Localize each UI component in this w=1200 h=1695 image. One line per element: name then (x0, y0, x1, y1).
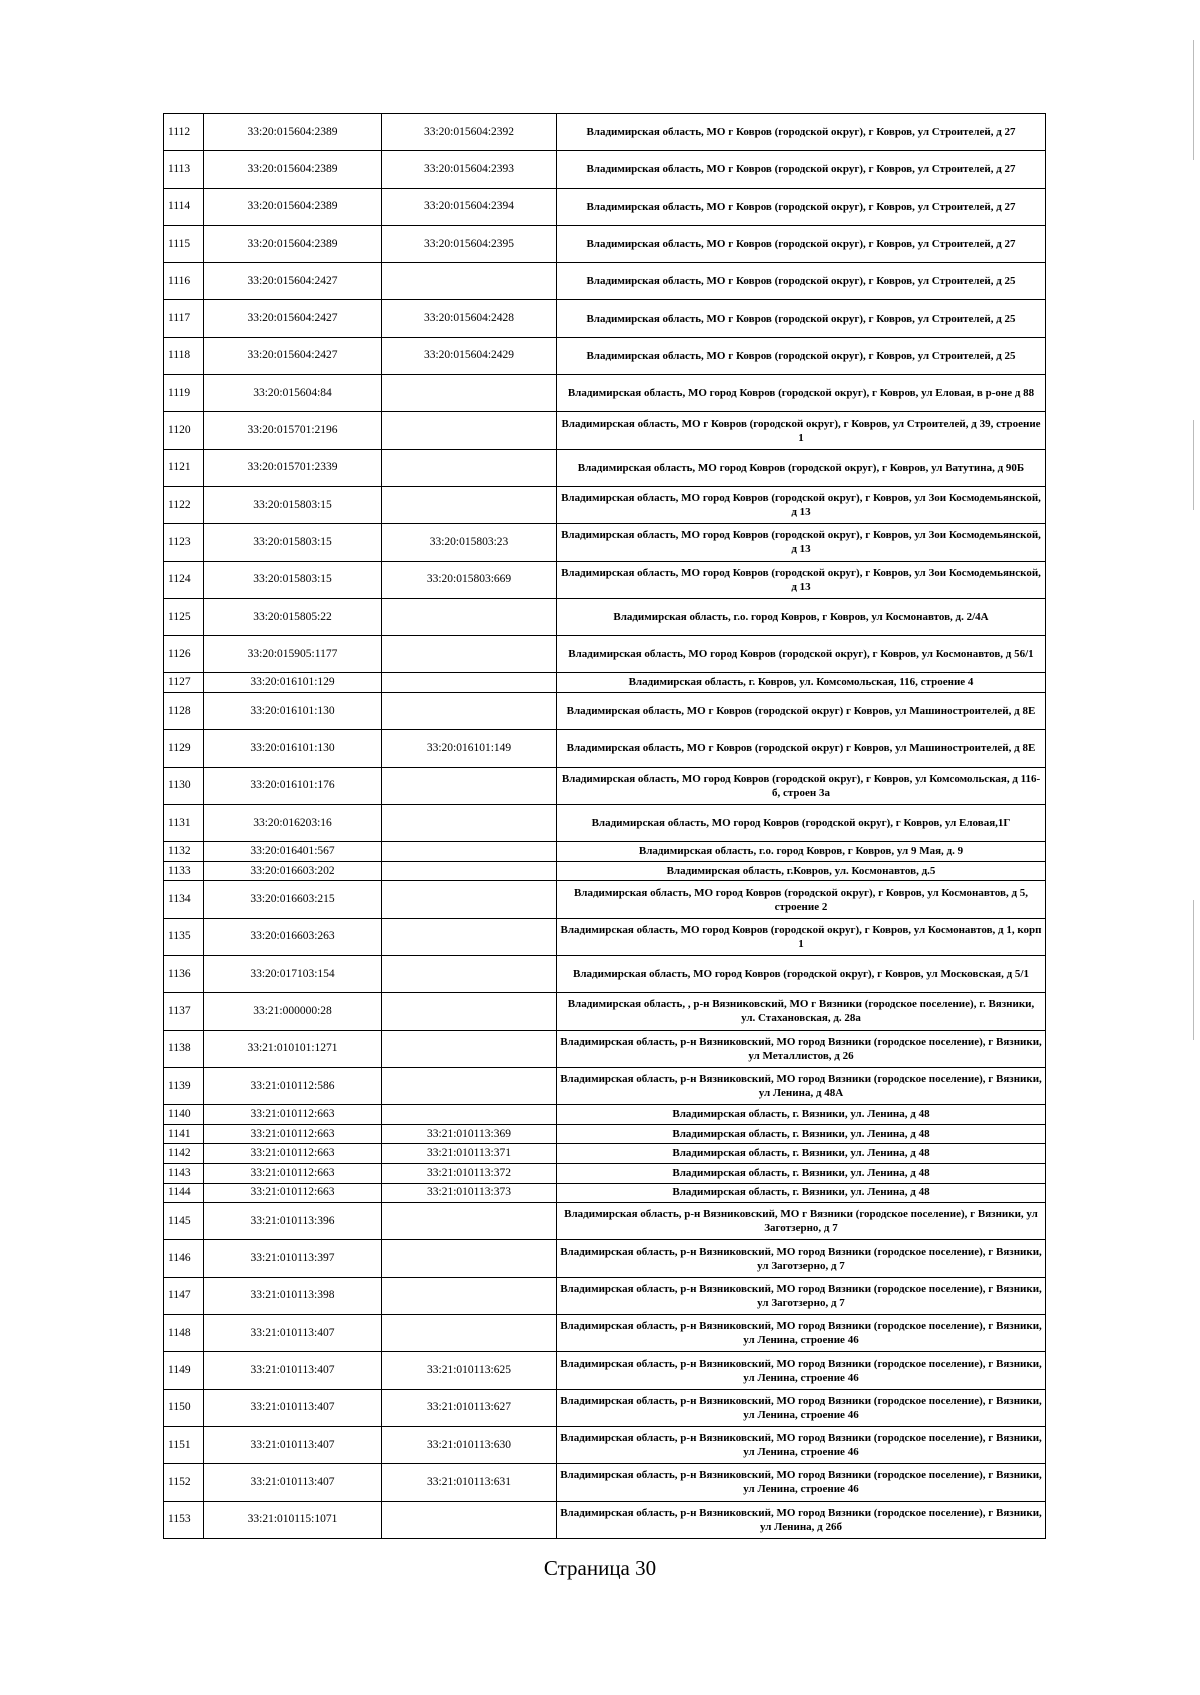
cadastral-number-cell: 33:21:010112:663 (204, 1124, 382, 1144)
address-cell: Владимирская область, МО г Ковров (городской округ), г Ковров, ул Строителей, д 27 (557, 114, 1046, 151)
scan-edge-mark (1193, 900, 1194, 1040)
table-row (164, 114, 1046, 151)
related-cadastral-number-cell (382, 842, 557, 862)
cadastral-table (163, 113, 1046, 1539)
cadastral-number-cell: 33:21:010112:663 (204, 1105, 382, 1125)
row-number-cell: 1129 (164, 730, 204, 767)
row-number-cell: 1131 (164, 804, 204, 841)
row-number-cell: 1123 (164, 524, 204, 561)
table-row (164, 1240, 1046, 1277)
row-number-cell: 1121 (164, 449, 204, 486)
cadastral-number-cell: 33:20:015604:84 (204, 375, 382, 412)
related-cadastral-number-cell (382, 263, 557, 300)
cadastral-number-cell: 33:20:016603:202 (204, 861, 382, 881)
related-cadastral-number-cell (382, 918, 557, 955)
cadastral-number-cell: 33:21:010112:663 (204, 1183, 382, 1203)
table-row (164, 1067, 1046, 1104)
related-cadastral-number-cell: 33:20:016101:149 (382, 730, 557, 767)
table-row (164, 673, 1046, 693)
row-number-cell: 1140 (164, 1105, 204, 1125)
address-cell: Владимирская область, г.о. город Ковров, г Ковров, ул Космонавтов, д. 2/4А (557, 598, 1046, 635)
cadastral-number-cell: 33:20:017103:154 (204, 956, 382, 993)
cadastral-number-cell: 33:21:010101:1271 (204, 1030, 382, 1067)
row-number-cell: 1130 (164, 767, 204, 804)
table-row (164, 300, 1046, 337)
address-cell: Владимирская область, МО г Ковров (городской округ), г Ковров, ул Строителей, д 27 (557, 151, 1046, 188)
address-cell: Владимирская область, г. Вязники, ул. Ленина, д 48 (557, 1144, 1046, 1164)
row-number-cell: 1135 (164, 918, 204, 955)
address-cell: Владимирская область, МО г Ковров (городской округ), г Ковров, ул Строителей, д 39, строение 1 (557, 412, 1046, 449)
cadastral-number-cell: 33:21:010115:1071 (204, 1501, 382, 1538)
row-number-cell: 1149 (164, 1352, 204, 1389)
table-row (164, 1277, 1046, 1314)
table-row (164, 1163, 1046, 1183)
cadastral-number-cell: 33:20:016101:130 (204, 693, 382, 730)
related-cadastral-number-cell: 33:20:015604:2429 (382, 337, 557, 374)
related-cadastral-number-cell (382, 412, 557, 449)
row-number-cell: 1127 (164, 673, 204, 693)
row-number-cell: 1148 (164, 1315, 204, 1352)
related-cadastral-number-cell (382, 1030, 557, 1067)
related-cadastral-number-cell (382, 673, 557, 693)
row-number-cell: 1134 (164, 881, 204, 918)
related-cadastral-number-cell: 33:21:010113:372 (382, 1163, 557, 1183)
row-number-cell: 1113 (164, 151, 204, 188)
related-cadastral-number-cell: 33:20:015803:23 (382, 524, 557, 561)
table-row (164, 151, 1046, 188)
row-number-cell: 1120 (164, 412, 204, 449)
row-number-cell: 1122 (164, 486, 204, 523)
related-cadastral-number-cell (382, 1240, 557, 1277)
row-number-cell: 1144 (164, 1183, 204, 1203)
table-body (164, 114, 1046, 1539)
row-number-cell: 1118 (164, 337, 204, 374)
cadastral-number-cell: 33:20:015701:2196 (204, 412, 382, 449)
table-row (164, 263, 1046, 300)
address-cell: Владимирская область, р-н Вязниковский, МО город Вязники (городское поселение), г Вязники, ул Ленина, строение 46 (557, 1464, 1046, 1501)
table-row (164, 375, 1046, 412)
address-cell: Владимирская область, , р-н Вязниковский, МО г Вязники (городское поселение), г. Вязники, ул. Стахановская, д. 28а (557, 993, 1046, 1030)
row-number-cell: 1147 (164, 1277, 204, 1314)
cadastral-number-cell: 33:20:015604:2427 (204, 337, 382, 374)
cadastral-number-cell: 33:21:010112:586 (204, 1067, 382, 1104)
related-cadastral-number-cell: 33:21:010113:371 (382, 1144, 557, 1164)
cadastral-number-cell: 33:21:010113:396 (204, 1203, 382, 1240)
cadastral-number-cell: 33:20:015803:15 (204, 486, 382, 523)
address-cell: Владимирская область, МО г Ковров (городской округ), г Ковров, ул Строителей, д 27 (557, 225, 1046, 262)
row-number-cell: 1138 (164, 1030, 204, 1067)
table-row (164, 561, 1046, 598)
address-cell: Владимирская область, МО город Ковров (городской округ), г Ковров, ул Зои Космодемьянской, д 13 (557, 561, 1046, 598)
row-number-cell: 1150 (164, 1389, 204, 1426)
related-cadastral-number-cell: 33:20:015604:2392 (382, 114, 557, 151)
address-cell: Владимирская область, р-н Вязниковский, МО город Вязники (городское поселение), г Вязники, ул Ленина, строение 46 (557, 1426, 1046, 1463)
row-number-cell: 1153 (164, 1501, 204, 1538)
cadastral-number-cell: 33:20:015604:2427 (204, 263, 382, 300)
address-cell: Владимирская область, г. Вязники, ул. Ленина, д 48 (557, 1105, 1046, 1125)
address-cell: Владимирская область, МО город Ковров (городской округ), г Ковров, ул Комсомольская, д 116-б, строен 3а (557, 767, 1046, 804)
row-number-cell: 1143 (164, 1163, 204, 1183)
address-cell: Владимирская область, р-н Вязниковский, МО город Вязники (городское поселение), г Вязники, ул Металлистов, д 26 (557, 1030, 1046, 1067)
related-cadastral-number-cell: 33:21:010113:373 (382, 1183, 557, 1203)
table-row (164, 881, 1046, 918)
address-cell: Владимирская область, МО г Ковров (городской округ), г Ковров, ул Строителей, д 27 (557, 188, 1046, 225)
cadastral-number-cell: 33:20:015701:2339 (204, 449, 382, 486)
cadastral-number-cell: 33:21:010113:398 (204, 1277, 382, 1314)
related-cadastral-number-cell (382, 1105, 557, 1125)
address-cell: Владимирская область, р-н Вязниковский, МО город Вязники (городское поселение), г Вязники, ул Заготзерно, д 7 (557, 1277, 1046, 1314)
row-number-cell: 1117 (164, 300, 204, 337)
row-number-cell: 1141 (164, 1124, 204, 1144)
cadastral-number-cell: 33:20:016603:215 (204, 881, 382, 918)
table-row (164, 842, 1046, 862)
address-cell: Владимирская область, г. Ковров, ул. Комсомольская, 116, строение 4 (557, 673, 1046, 693)
related-cadastral-number-cell (382, 486, 557, 523)
related-cadastral-number-cell (382, 375, 557, 412)
row-number-cell: 1116 (164, 263, 204, 300)
row-number-cell: 1125 (164, 598, 204, 635)
row-number-cell: 1152 (164, 1464, 204, 1501)
related-cadastral-number-cell: 33:20:015803:669 (382, 561, 557, 598)
table-row (164, 1464, 1046, 1501)
address-cell: Владимирская область, р-н Вязниковский, МО город Вязники (городское поселение), г Вязники, ул Заготзерно, д 7 (557, 1240, 1046, 1277)
table-row (164, 861, 1046, 881)
cadastral-number-cell: 33:20:015604:2427 (204, 300, 382, 337)
related-cadastral-number-cell (382, 767, 557, 804)
cadastral-number-cell: 33:21:010112:663 (204, 1144, 382, 1164)
table-row (164, 449, 1046, 486)
table-row (164, 337, 1046, 374)
related-cadastral-number-cell: 33:21:010113:631 (382, 1464, 557, 1501)
row-number-cell: 1126 (164, 636, 204, 673)
table-row (164, 693, 1046, 730)
cadastral-number-cell: 33:20:015604:2389 (204, 188, 382, 225)
row-number-cell: 1146 (164, 1240, 204, 1277)
table-row (164, 1203, 1046, 1240)
address-cell: Владимирская область, МО город Ковров (городской округ), г Ковров, ул Зои Космодемьянской, д 13 (557, 524, 1046, 561)
related-cadastral-number-cell (382, 861, 557, 881)
cadastral-number-cell: 33:20:015604:2389 (204, 151, 382, 188)
table-row (164, 1389, 1046, 1426)
row-number-cell: 1124 (164, 561, 204, 598)
related-cadastral-number-cell (382, 804, 557, 841)
table-row (164, 1352, 1046, 1389)
address-cell: Владимирская область, г.Ковров, ул. Космонавтов, д.5 (557, 861, 1046, 881)
table-row (164, 1030, 1046, 1067)
related-cadastral-number-cell (382, 993, 557, 1030)
related-cadastral-number-cell (382, 598, 557, 635)
address-cell: Владимирская область, МО город Ковров (городской округ), г Ковров, ул Космонавтов, д 5, строение 2 (557, 881, 1046, 918)
address-cell: Владимирская область, МО город Ковров (городской округ), г Ковров, ул Московская, д 5/1 (557, 956, 1046, 993)
related-cadastral-number-cell (382, 636, 557, 673)
table-row (164, 1124, 1046, 1144)
address-cell: Владимирская область, МО город Ковров (городской округ), г Ковров, ул Космонавтов, д 1, корп 1 (557, 918, 1046, 955)
related-cadastral-number-cell (382, 1501, 557, 1538)
cadastral-number-cell: 33:20:015805:22 (204, 598, 382, 635)
cadastral-number-cell: 33:21:010113:407 (204, 1315, 382, 1352)
related-cadastral-number-cell (382, 1315, 557, 1352)
row-number-cell: 1139 (164, 1067, 204, 1104)
cadastral-number-cell: 33:21:010113:397 (204, 1240, 382, 1277)
address-cell: Владимирская область, р-н Вязниковский, МО город Вязники (городское поселение), г Вязники, ул Ленина, строение 46 (557, 1352, 1046, 1389)
cadastral-number-cell: 33:20:015604:2389 (204, 114, 382, 151)
related-cadastral-number-cell (382, 1277, 557, 1314)
cadastral-number-cell: 33:20:015905:1177 (204, 636, 382, 673)
address-cell: Владимирская область, р-н Вязниковский, МО г Вязники (городское поселение), г Вязники, ул Заготзерно, д 7 (557, 1203, 1046, 1240)
table-row (164, 524, 1046, 561)
table-row (164, 1315, 1046, 1352)
table-row (164, 636, 1046, 673)
table-row (164, 598, 1046, 635)
table-row (164, 918, 1046, 955)
cadastral-number-cell: 33:20:016203:16 (204, 804, 382, 841)
table-row (164, 804, 1046, 841)
cadastral-number-cell: 33:21:010113:407 (204, 1352, 382, 1389)
address-cell: Владимирская область, р-н Вязниковский, МО город Вязники (городское поселение), г Вязники, ул Ленина, строение 46 (557, 1315, 1046, 1352)
table-row (164, 412, 1046, 449)
row-number-cell: 1136 (164, 956, 204, 993)
table-row (164, 1144, 1046, 1164)
address-cell: Владимирская область, МО г Ковров (городской округ) г Ковров, ул Машиностроителей, д 8Е (557, 730, 1046, 767)
row-number-cell: 1112 (164, 114, 204, 151)
related-cadastral-number-cell: 33:20:015604:2394 (382, 188, 557, 225)
address-cell: Владимирская область, МО город Ковров (городской округ), г Ковров, ул Ватутина, д 90Б (557, 449, 1046, 486)
address-cell: Владимирская область, МО город Ковров (городской округ), г Ковров, ул Еловая, в р-оне д 88 (557, 375, 1046, 412)
address-cell: Владимирская область, г. Вязники, ул. Ленина, д 48 (557, 1183, 1046, 1203)
row-number-cell: 1132 (164, 842, 204, 862)
address-cell: Владимирская область, МО город Ковров (городской округ), г Ковров, ул Космонавтов, д 56/1 (557, 636, 1046, 673)
scan-edge-mark (1193, 420, 1194, 510)
cadastral-number-cell: 33:20:016101:130 (204, 730, 382, 767)
address-cell: Владимирская область, г.о. город Ковров, г Ковров, ул 9 Мая, д. 9 (557, 842, 1046, 862)
page-number: Страница 30 (543, 1556, 657, 1580)
row-number-cell: 1145 (164, 1203, 204, 1240)
address-cell: Владимирская область, МО город Ковров (городской округ), г Ковров, ул Зои Космодемьянской, д 13 (557, 486, 1046, 523)
address-cell: Владимирская область, р-н Вязниковский, МО город Вязники (городское поселение), г Вязники, ул Ленина, д 48А (557, 1067, 1046, 1104)
table-row (164, 1426, 1046, 1463)
related-cadastral-number-cell (382, 449, 557, 486)
row-number-cell: 1137 (164, 993, 204, 1030)
address-cell: Владимирская область, МО г Ковров (городской округ), г Ковров, ул Строителей, д 25 (557, 263, 1046, 300)
related-cadastral-number-cell (382, 881, 557, 918)
related-cadastral-number-cell: 33:20:015604:2395 (382, 225, 557, 262)
cadastral-number-cell: 33:21:000000:28 (204, 993, 382, 1030)
related-cadastral-number-cell: 33:20:015604:2428 (382, 300, 557, 337)
related-cadastral-number-cell: 33:21:010113:627 (382, 1389, 557, 1426)
table-row (164, 225, 1046, 262)
address-cell: Владимирская область, МО г Ковров (городской округ), г Ковров, ул Строителей, д 25 (557, 337, 1046, 374)
cadastral-number-cell: 33:20:016401:567 (204, 842, 382, 862)
table-row (164, 188, 1046, 225)
related-cadastral-number-cell (382, 1067, 557, 1104)
cadastral-number-cell: 33:20:015803:15 (204, 524, 382, 561)
related-cadastral-number-cell (382, 1203, 557, 1240)
row-number-cell: 1119 (164, 375, 204, 412)
address-cell: Владимирская область, МО г Ковров (городской округ), г Ковров, ул Строителей, д 25 (557, 300, 1046, 337)
row-number-cell: 1114 (164, 188, 204, 225)
cadastral-number-cell: 33:21:010112:663 (204, 1163, 382, 1183)
related-cadastral-number-cell: 33:21:010113:630 (382, 1426, 557, 1463)
related-cadastral-number-cell: 33:21:010113:369 (382, 1124, 557, 1144)
address-cell: Владимирская область, г. Вязники, ул. Ленина, д 48 (557, 1124, 1046, 1144)
scan-edge-mark (1193, 40, 1194, 160)
related-cadastral-number-cell (382, 693, 557, 730)
table-row (164, 1105, 1046, 1125)
table-row (164, 993, 1046, 1030)
address-cell: Владимирская область, г. Вязники, ул. Ленина, д 48 (557, 1163, 1046, 1183)
related-cadastral-number-cell: 33:20:015604:2393 (382, 151, 557, 188)
related-cadastral-number-cell: 33:21:010113:625 (382, 1352, 557, 1389)
table-row (164, 730, 1046, 767)
row-number-cell: 1151 (164, 1426, 204, 1463)
related-cadastral-number-cell (382, 956, 557, 993)
cadastral-number-cell: 33:20:015604:2389 (204, 225, 382, 262)
address-cell: Владимирская область, р-н Вязниковский, МО город Вязники (городское поселение), г Вязники, ул Ленина, д 26б (557, 1501, 1046, 1538)
table-row (164, 956, 1046, 993)
address-cell: Владимирская область, МО г Ковров (городской округ) г Ковров, ул Машиностроителей, д 8Е (557, 693, 1046, 730)
cadastral-number-cell: 33:21:010113:407 (204, 1464, 382, 1501)
table-row (164, 767, 1046, 804)
cadastral-number-cell: 33:20:016101:129 (204, 673, 382, 693)
table-row (164, 1501, 1046, 1538)
cadastral-number-cell: 33:21:010113:407 (204, 1389, 382, 1426)
cadastral-number-cell: 33:21:010113:407 (204, 1426, 382, 1463)
table-row (164, 1183, 1046, 1203)
table-row (164, 486, 1046, 523)
row-number-cell: 1115 (164, 225, 204, 262)
address-cell: Владимирская область, МО город Ковров (городской округ), г Ковров, ул Еловая,1Г (557, 804, 1046, 841)
cadastral-number-cell: 33:20:016101:176 (204, 767, 382, 804)
cadastral-number-cell: 33:20:015803:15 (204, 561, 382, 598)
address-cell: Владимирская область, р-н Вязниковский, МО город Вязники (городское поселение), г Вязники, ул Ленина, строение 46 (557, 1389, 1046, 1426)
row-number-cell: 1133 (164, 861, 204, 881)
cadastral-number-cell: 33:20:016603:263 (204, 918, 382, 955)
row-number-cell: 1142 (164, 1144, 204, 1164)
row-number-cell: 1128 (164, 693, 204, 730)
